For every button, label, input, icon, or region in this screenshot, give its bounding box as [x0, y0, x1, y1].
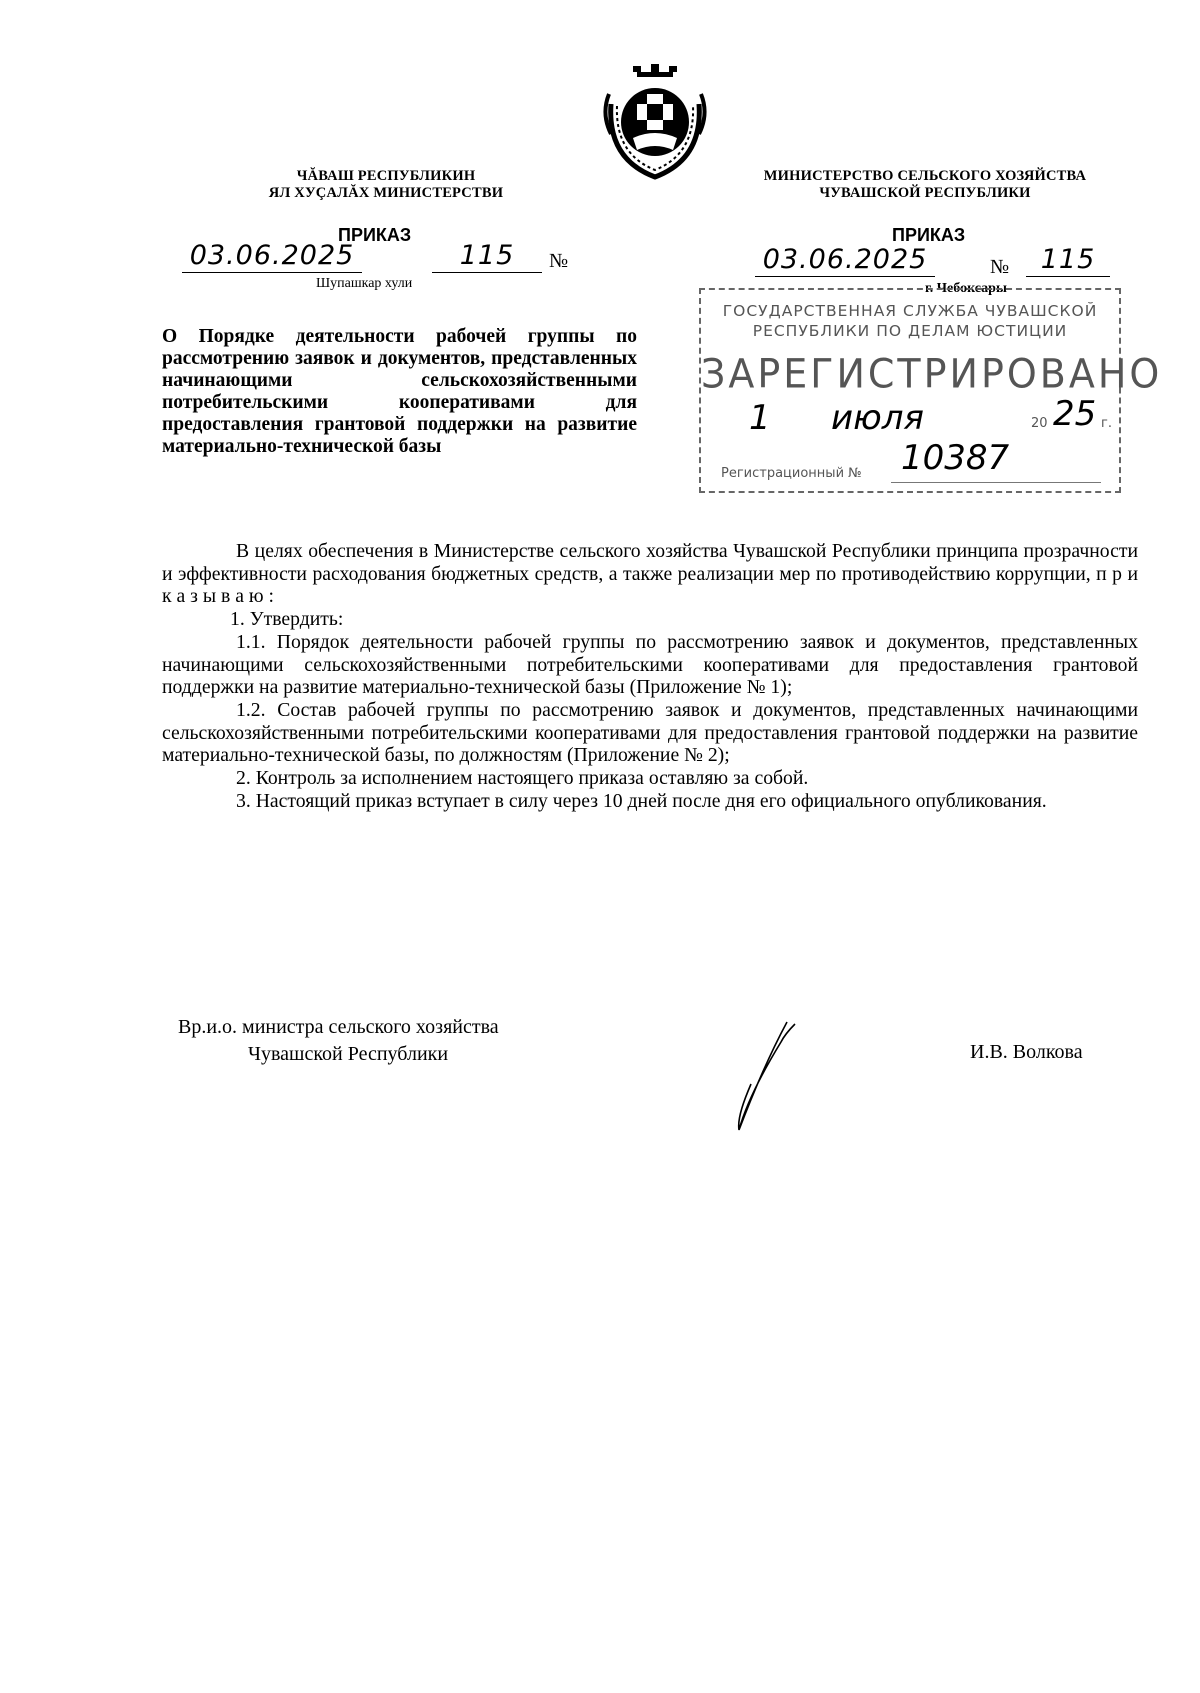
stamp-org-line2: РЕСПУБЛИКИ ПО ДЕЛАМ ЮСТИЦИИ — [752, 322, 1068, 340]
crown-icon — [633, 64, 677, 77]
header-chuvash-line1: ЧĂВАШ РЕСПУБЛИКИН — [296, 168, 476, 184]
header-russian-line1: МИНИСТЕРСТВО СЕЛЬСКОГО ХОЗЯЙСТВА — [763, 168, 1087, 184]
registration-stamp — [699, 288, 1163, 493]
handwritten-signature — [725, 1018, 805, 1138]
city-russian: г. Чебоксары — [925, 281, 1007, 296]
header-russian — [735, 168, 1115, 202]
stamp-status: ЗАРЕГИСТРИРОВАНО — [701, 350, 1163, 398]
stamp-year-prefix: 20 — [1031, 416, 1048, 431]
number-sign-right: № — [990, 256, 1010, 278]
order-number-right: 115 — [1026, 244, 1110, 277]
order-body — [162, 540, 1138, 812]
order-date-left: 03.06.2025 — [182, 240, 362, 273]
body-item-1-2: 1.2. Состав рабочей группы по рассмотрению заявок и документов, представленных начинающими сельскохозяйственными потребительскими кооперативами для предоставления грантовой поддержки на развитие материально-технической базы, по должностям (Приложение № 2); — [162, 698, 1138, 767]
header-chuvash — [236, 168, 536, 202]
stamp-year-suffix: г. — [1101, 416, 1112, 431]
body-item-3: 3. Настоящий приказ вступает в силу через 10 дней после дня его официального опубликования. — [236, 789, 1047, 812]
order-date-right: 03.06.2025 — [755, 244, 935, 277]
stamp-reg-number: 10387 — [901, 438, 1010, 478]
stamp-reg-underline — [891, 482, 1101, 483]
order-title-left: ПРИКАЗ — [338, 225, 412, 245]
header-russian-line2: ЧУВАШСКОЙ РЕСПУБЛИКИ — [819, 185, 1031, 201]
stamp-org-line1: ГОСУДАРСТВЕННАЯ СЛУЖБА ЧУВАШСКОЙ — [722, 302, 1098, 320]
signatory-position-line1: Вр.и.о. министра сельского хозяйства — [178, 1016, 499, 1038]
header-chuvash-line2: ЯЛ ХУÇАЛĂХ МИНИСТЕРСТВИ — [268, 185, 504, 201]
signatory-position — [178, 1014, 578, 1068]
body-preamble: В целях обеспечения в Министерстве сельского хозяйства Чувашской Республики принципа прозрачности и эффективности расходования бюджетных средств, а также реализации мер по противодействию коррупции, п р и к а з ы в а ю : — [162, 540, 1138, 608]
order-subject: О Порядке деятельности рабочей группы по рассмотрению заявок и документов, представленных начинающими сельскохозяйственными потребительскими кооперативами для предоставления грантовой поддержки на развитие материально-технической базы — [162, 326, 637, 457]
order-number-left: 115 — [432, 240, 542, 273]
stamp-year: 25 — [1053, 394, 1097, 434]
body-item-2: 2. Контроль за исполнением настоящего приказа оставляю за собой. — [236, 767, 809, 790]
stamp-day: 1 — [749, 398, 771, 438]
stamp-month: июля — [831, 398, 924, 438]
signatory-name: И.В. Волкова — [970, 1041, 1083, 1063]
order-title-right: ПРИКАЗ — [892, 225, 966, 245]
chuvash-emblem — [603, 64, 707, 180]
body-item-1-1: 1.1. Порядок деятельности рабочей группы по рассмотрению заявок и документов, представленных начинающими сельскохозяйственными потребительскими кооперативами для предоставления грантовой поддержки на развитие материально-технической базы (Приложение № 1); — [162, 630, 1138, 699]
body-item-1: 1. Утвердить: — [230, 608, 344, 631]
stamp-reg-label: Регистрационный № — [721, 466, 862, 481]
signatory-position-line2: Чувашской Республики — [248, 1043, 449, 1065]
city-chuvash: Шупашкар хули — [316, 276, 413, 291]
number-sign-left: № — [549, 250, 569, 272]
